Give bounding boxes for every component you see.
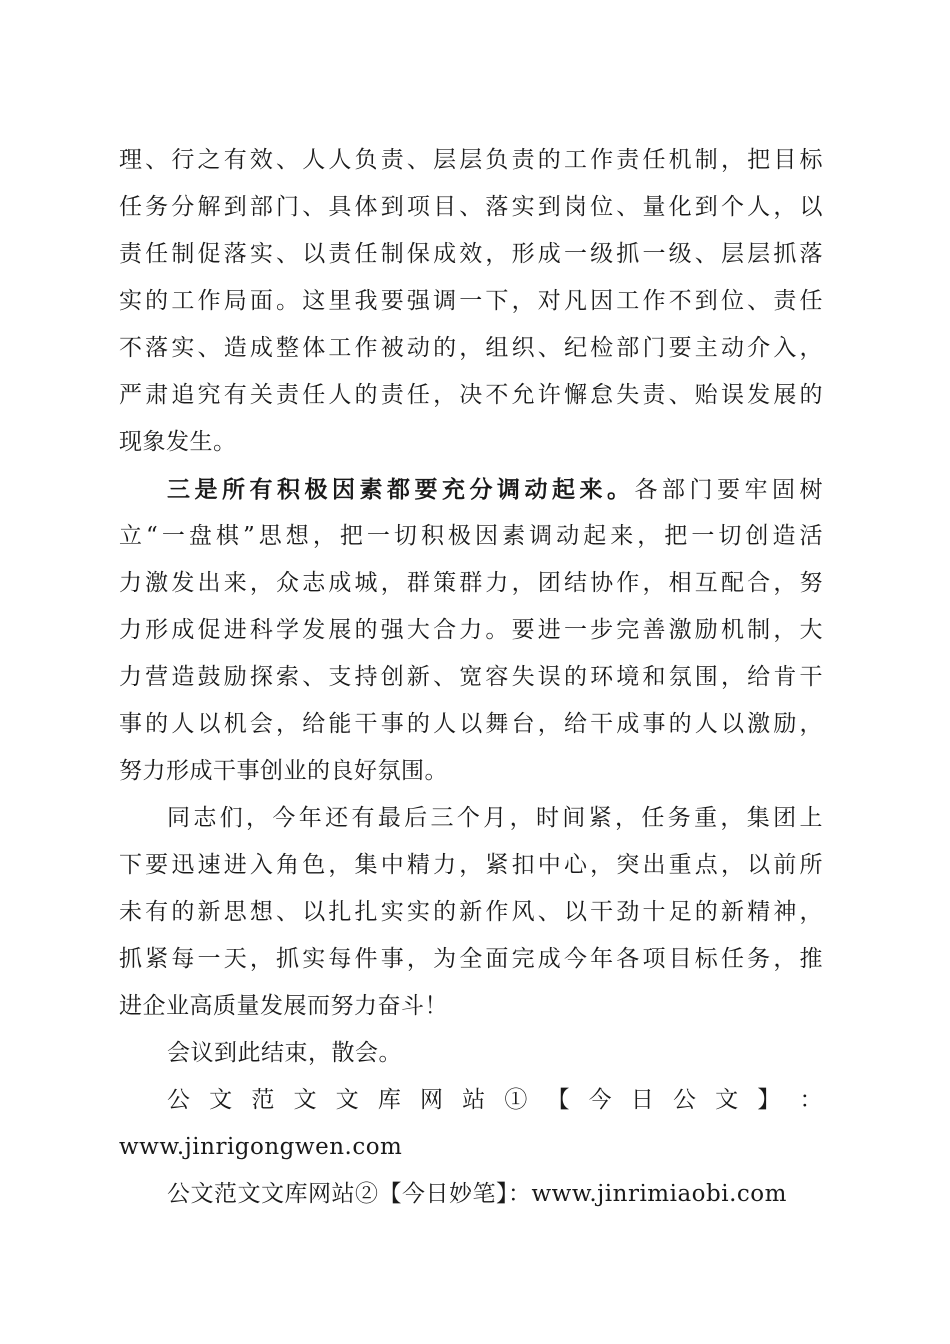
text-line: 努力形成干事创业的良好氛围。 <box>119 758 448 784</box>
text-line: 力激发出来，众志成城，群策群力，团结协作，相互配合，努 <box>119 570 823 596</box>
text-line: 不落实、造成整体工作被动的，组织、纪检部门要主动介入， <box>119 335 823 361</box>
text-line: 力形成促进科学发展的强大合力。要进一步完善激励机制，大 <box>119 617 823 643</box>
text-line: 同志们，今年还有最后三个月，时间紧，任务重，集团上 <box>167 805 823 831</box>
text-line: 现象发生。 <box>119 429 237 455</box>
text-line: 下要迅速进入角色，集中精力，紧扣中心，突出重点，以前所 <box>119 852 823 878</box>
paragraph-2 <box>119 466 823 795</box>
text-line: 立“一盘棋”思想，把一切积极因素调动起来，把一切创造活 <box>119 523 823 549</box>
text-line: 任务分解到部门、具体到项目、落实到岗位、量化到个人，以 <box>119 194 823 220</box>
document-body <box>119 137 823 1218</box>
text-line: 抓紧每一天，抓实每件事，为全面完成今年各项目标任务，推 <box>119 946 823 972</box>
footer-site-2[interactable]: 公文范文文库网站②【今日妙笔】：www.jinrimiaobi.com <box>167 1181 787 1207</box>
footer-links <box>119 1077 823 1218</box>
text-line: 事的人以机会，给能干事的人以舞台，给干成事的人以激励， <box>119 711 823 737</box>
paragraph-heading: 三是所有积极因素都要充分调动起来。 <box>167 476 635 503</box>
paragraph-4 <box>119 1030 823 1077</box>
text-line: 责任制促落实、以责任制保成效，形成一级抓一级、层层抓落 <box>119 241 823 267</box>
text-line: 进企业高质量发展而努力奋斗！ <box>119 993 448 1019</box>
text-line: 未有的新思想、以扎扎实实的新作风、以干劲十足的新精神， <box>119 899 823 925</box>
text-line: 理、行之有效、人人负责、层层负责的工作责任机制，把目标 <box>119 147 823 173</box>
text-line <box>119 466 823 513</box>
text-run: 各部门要牢固树 <box>634 477 823 503</box>
text-line: 力营造鼓励探索、支持创新、宽容失误的环境和氛围，给肯干 <box>119 664 823 690</box>
text-line: 实的工作局面。这里我要强调一下，对凡因工作不到位、责任 <box>119 288 823 314</box>
paragraph-1 <box>119 137 823 466</box>
text-line: 严肃追究有关责任人的责任，决不允许懈怠失责、贻误发展的 <box>119 382 823 408</box>
text-line: 会议到此结束，散会。 <box>167 1040 402 1066</box>
paragraph-3 <box>119 795 823 1030</box>
footer-site-1-url[interactable]: www.jinrigongwen.com <box>119 1134 403 1160</box>
footer-site-1-label: 公 文 范 文 文 库 网 站 ① 【 今 日 公 文 】 ： <box>167 1087 823 1113</box>
